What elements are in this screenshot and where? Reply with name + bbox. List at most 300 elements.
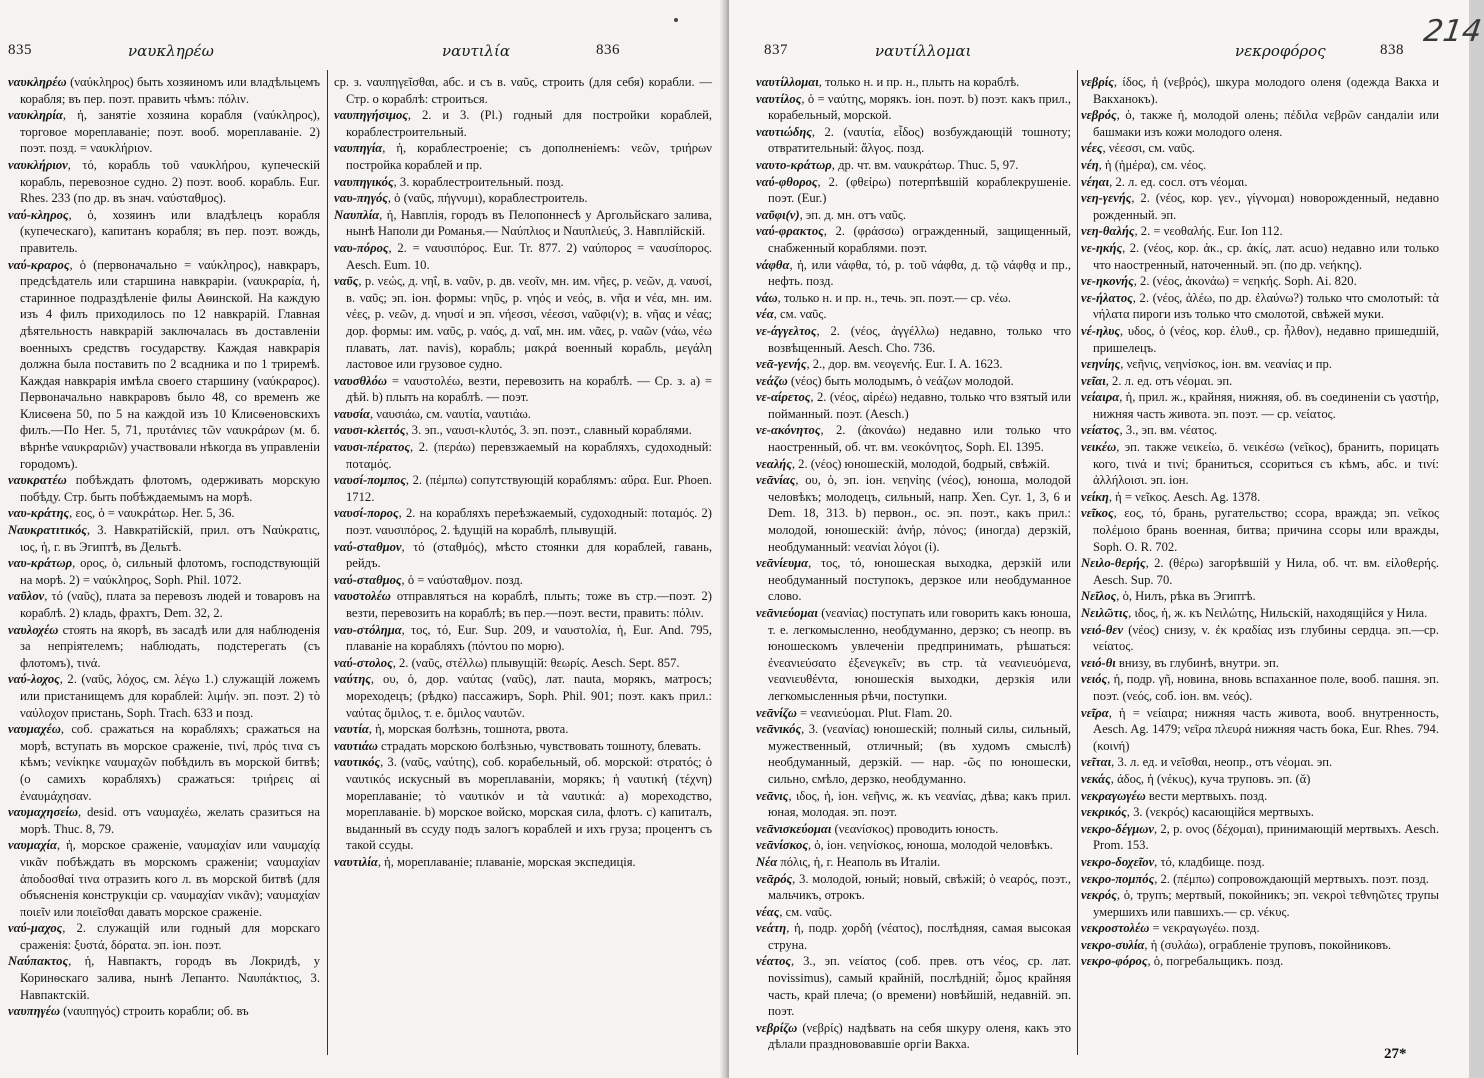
- definition: , ναυσιάω, см. ναυτία, ναυτιάω.: [369, 406, 531, 421]
- headword: νέη: [1081, 157, 1099, 172]
- dictionary-entry: [8, 588, 320, 621]
- headword: νέα: [756, 307, 774, 322]
- definition: , υδος, ὁ (νέος, кор. ἐλυθ., ср. ἦλθον), недавно пришедшій, пришелецъ.: [1093, 323, 1439, 355]
- headword: ναύτης: [334, 672, 371, 687]
- right-column-2: [1081, 74, 1439, 1049]
- headword: νεηνίης: [1081, 357, 1121, 372]
- headword: νεβρίς: [1081, 75, 1114, 89]
- definition: , 2. (θέρω) загорѣвшій у Нила, об. чт. вм. εἰλοθερής. Aesch. Sup. 70.: [1093, 556, 1439, 587]
- headword: νειό-θι: [1081, 655, 1116, 670]
- definition: , ὁ, также ἡ, молодой олень; πέδιλα νεβρῶν сандаліи или башмаки изъ кожи молодого оленя.: [1093, 108, 1439, 139]
- definition: отправляться на кораблѣ, плыть; тоже въ стр.—поэт. 2) везти, перевозить на кораблѣ; въ пер.—поэт. вести, править: πόλιν.: [346, 589, 712, 620]
- dictionary-entry: [756, 389, 1071, 422]
- headword: ναυμαχέω: [8, 722, 61, 737]
- dictionary-entry: [8, 207, 320, 257]
- dictionary-entry: [1081, 871, 1439, 888]
- definition: , 2., дор. вм. νεογενής. Eur. I. A. 1623.: [806, 357, 1003, 372]
- definition: = ναυστολέω, везти, перевозить на кораблѣ. — Ср. з. a) = дѣй. b) плыть на кораблѣ. — поэт.: [346, 373, 712, 405]
- headword: νεάτη: [756, 921, 787, 936]
- dictionary-entry: [334, 74, 712, 107]
- right-page: [729, 0, 1469, 1078]
- definition: ср. з. ναυπηγεῖσθαι, абс. и съ в. ναῦς, строить (для себя) корабли. — Стр. о кораблѣ: строиться.: [334, 75, 712, 106]
- dictionary-entry: [1081, 771, 1439, 788]
- definition: , 3., эп. νείατος (соб. прев. отъ νέος, ср. лат. novissimus), самый крайній, послѣдній; ὦμος крайняя часть, край плеча; (о времени) новѣйшій, недавній. эп. поэт.: [768, 954, 1071, 1019]
- definition: , 2. на корабляхъ переѣзжаемый, судоходный: ποταμός. 2) поэт. ναυσιπόρος, 2. ѣдущій на кораблѣ, плывущій.: [346, 506, 712, 538]
- headword: νέες: [1081, 141, 1103, 156]
- dictionary-entry: [756, 1020, 1071, 1053]
- dictionary-entry: [334, 439, 712, 472]
- headword: ναυσι-πέρατος: [334, 440, 411, 455]
- headword: νεαλής: [756, 456, 792, 471]
- dictionary-entry: [334, 422, 712, 439]
- definition: , ἡ (ἡμέρα), см. νέος.: [1098, 157, 1207, 172]
- headword: νεκρο-φόρος: [1081, 954, 1148, 969]
- dictionary-entry: [334, 721, 712, 738]
- dictionary-entry: [334, 472, 712, 505]
- dictionary-entry: [1081, 505, 1439, 555]
- definition: , ου, ὁ, эп. іон. νεηνίης (νέος), юноша, молодой человѣкъ; молодецъ, сильный, напр. Xen. Cyr. 1, 3, 6 и Dem. 18, 313. b) первон., ос. эп. поэт., какъ прил.: молодой, юношескій: ἀνήρ, πόνος; (иногда) дерзкій, необдуманный: νεανίαι λόγοι (ἰ).: [768, 473, 1071, 554]
- headword: Νειλῶτις: [1081, 606, 1129, 620]
- dictionary-entry: [1081, 788, 1439, 805]
- headword: ναυκληρέω: [8, 75, 67, 89]
- left-page: [0, 0, 726, 1078]
- dictionary-entry: [1081, 174, 1439, 191]
- headword: νεᾱνιεύομαι: [756, 606, 818, 620]
- dictionary-entry: [8, 1003, 320, 1020]
- headword: ναυτία: [334, 722, 369, 737]
- left-column-1: [8, 74, 320, 1049]
- dictionary-entry: [756, 207, 1071, 224]
- headword: ναυλοχέω: [8, 622, 59, 637]
- headword: νεκρο-πομπός: [1081, 871, 1155, 886]
- dictionary-entry: [1081, 671, 1439, 704]
- headword: νεῖται: [1081, 755, 1112, 770]
- definition: , 3. молодой, юный; новый, свѣжій; ὁ νεαρός, поэт., мальчикъ, отрокъ.: [768, 871, 1071, 903]
- headword: ναυμαχία: [8, 838, 58, 853]
- headword: ναυκλήριον: [8, 157, 68, 172]
- headword: Νειλο-θερής: [1081, 556, 1146, 571]
- headword: Νεῖλος: [1081, 589, 1117, 604]
- definition: , τος, τό, Eur. Sup. 209, и ναυστολία, ἡ, Eur. And. 795, плаваніе на корабляхъ (πόντου по морю).: [346, 622, 712, 654]
- headword: νάφθα: [756, 257, 790, 272]
- dictionary-entry: [756, 174, 1071, 207]
- definition: , см. ναῦς.: [779, 904, 833, 919]
- dictionary-entry: [1081, 223, 1439, 240]
- headword: ναύ-φθορος: [756, 174, 818, 189]
- headword: ναυπηγήσιμος: [334, 108, 408, 123]
- dictionary-entry: [756, 555, 1071, 605]
- headword: νεκραγωγέω: [1081, 788, 1146, 803]
- dictionary-entry: [756, 904, 1071, 921]
- definition: , 2. (ἀκονάω) недавно или только что наостренный, об. чт. вм. νεοκόνητος, Soph. El. 1395.: [768, 423, 1071, 455]
- dictionary-entry: [1081, 754, 1439, 771]
- dictionary-entry: [334, 107, 712, 140]
- dictionary-entry: [334, 190, 712, 207]
- headword: ναυτίλος: [756, 91, 802, 106]
- page-number-835: 835: [8, 42, 32, 58]
- definition: , ἡ, кораблестроеніе; съ дополненіемъ: νεῶν, τριήρων постройка кораблей и пр.: [346, 141, 712, 172]
- definition: , ἡ = νεῖκος. Aesch. Ag. 1378.: [1108, 489, 1261, 504]
- headword: ναῦς: [334, 274, 359, 289]
- headword: νεκρο-συλία: [1081, 937, 1145, 952]
- dictionary-entry: [334, 671, 712, 721]
- headword: ναυστολέω: [334, 589, 391, 604]
- definition: , 2. (φθείρω) потерпѣвшій кораблекрушеніе. поэт. (Eur.): [768, 174, 1071, 206]
- headword: ναύ-σταθμον: [334, 539, 402, 554]
- definition: , ἡ (συλάω), ограбленіе труповъ, покойниковъ.: [1144, 937, 1392, 952]
- dictionary-entry: [756, 74, 1071, 91]
- headword: ναυσθλόω: [334, 373, 388, 388]
- column-divider-2: [1077, 70, 1078, 1055]
- headword: ναυτο-κράτωρ: [756, 157, 832, 172]
- definition: , ἡ, или νάφθα, τό, р. τοῦ νάφθα, д. τῷ νάφθᾳ и пр., нефть. позд.: [768, 257, 1071, 289]
- headword: νεῖκος: [1081, 506, 1114, 521]
- headword: νέας: [756, 904, 780, 919]
- definition: , 2. (νέος, кор. γεν., γίγνομαι) новорожденный, недавно рожденный. эп.: [1093, 191, 1439, 222]
- definition: , τό, корабль τοῦ ναυκλήρου, купеческій корабль, перевозное судно. 2) поэт. вооб. корабль. Eur. Rhes. 233 (по др. въ знач. ναύσταθμος).: [20, 157, 320, 206]
- headword: ναυμαχησείω: [8, 805, 79, 820]
- definition: , только н. и пр. н., течь. эп. поэт.— ср. νέω.: [777, 290, 1012, 305]
- definition: , 2. (πέμπω) сопровождающій мертвыхъ. поэт. позд.: [1154, 871, 1429, 886]
- definition: побѣждать флотомъ, одерживать морскую побѣду. Стр. быть побѣждаемымъ на морѣ.: [20, 473, 320, 504]
- headword: ναυτιάω: [334, 738, 378, 753]
- signature-mark: 27*: [1384, 1046, 1407, 1062]
- headword: νε-αίρετος: [756, 390, 811, 405]
- dictionary-entry: [756, 705, 1071, 722]
- dictionary-entry: [8, 257, 320, 473]
- dictionary-entry: [756, 373, 1071, 390]
- definition: (νέος) быть молодымъ, ὁ νεάζων молодой.: [787, 373, 1014, 388]
- definition: , 3. (ναῦς, ναύτης), соб. корабельный, об. морской: στρατός; ὁ ναυτικός искусный въ мореплаваніи, морякъ; ἡ ναυτική (τέχνη) мореплаваніе; τὸ ναυτικόν и τὰ ναυτικά: a) мореходство, мореплаваніе. b) морское войско, морская сила, флотъ. c) капиталъ, выданный въ ссуду подъ залогъ кораблей и ихъ груза; процентъ съ такой ссуды.: [346, 755, 712, 853]
- dictionary-entry: [1081, 887, 1439, 920]
- dictionary-entry: [8, 721, 320, 804]
- definition: , 2. л. ед. отъ νέομαι. эп.: [1105, 373, 1233, 388]
- headword: ναυ-κράτης: [8, 506, 70, 521]
- dictionary-entry: [1081, 422, 1439, 439]
- definition: (ναυπηγός) строить корабли; об. въ: [60, 1004, 249, 1019]
- dictionary-entry: [8, 472, 320, 505]
- dictionary-entry: [1081, 107, 1439, 140]
- definition: , р. νεώς, д. νηΐ, в. ναῦν, р. дв. νεοῖν, мн. им. νῆες, р. νεῶν, д. ναυσί, в. ναῦς; эп. іон. формы: νηῦς, р. νηός и νεός, в. νῆα и νέα, мн. им. νέες, р. νεῶν, д. νηυσί и эп. νήεσσι, νέεσσι, ναῦφι(ν); в. νῆας и νέας; дор. формы: им. ναῦς, р. ναός, д. ναΐ, мн. им. νᾶες, р. ναῶν (νάω, νέω плавать, лат. navis), корабль; μακρά военный корабль, μεγάλη ластовое или грузовое судно.: [346, 274, 712, 372]
- definition: , ὁ, Нилъ, рѣка въ Эгиптѣ.: [1116, 589, 1256, 604]
- headword: ναυτικός: [334, 755, 381, 770]
- page-number-837: 837: [764, 42, 788, 58]
- definition: , 3. эп., ναυσι-κλυτός, 3. эп. поэт., славный кораблями.: [405, 423, 692, 438]
- headword: νεᾱνικός: [756, 722, 802, 737]
- definition: , ὁ (ναῦς, πήγνυμι), кораблестроитель.: [387, 191, 588, 206]
- headword: ναυ-πηγός: [334, 191, 388, 206]
- definition: , 3. (νεκρός) касающійся мертвыхъ.: [1126, 805, 1314, 820]
- headword: νε-ηκονής: [1081, 274, 1134, 289]
- dictionary-entry: [756, 821, 1071, 838]
- definition: , 3. Навкратійскій, прил. отъ Ναύκρατις, ιος, ἡ, г. въ Эгиптѣ, въ Дельтѣ.: [20, 523, 320, 554]
- definition: , ιδος, ἡ, ж. къ Νειλώτης, Нильскій, находящійся у Нила.: [1128, 606, 1428, 620]
- definition: , 2. (ναῦς, στέλλω) плывущій: θεωρίς. Aesch. Sept. 857.: [392, 655, 680, 670]
- headword: ναυ-κράτωρ: [8, 556, 73, 571]
- headword: νεκρο-δοχεῖον: [1081, 854, 1155, 869]
- definition: , ιδος, ἡ, іон. νεῆνις, ж. къ νεανίας, дѣва; какъ прил. юная, молодая. эп. поэт.: [768, 788, 1071, 820]
- definition: , 2. (νέος, ἀλέω, по др. ἐλαύνω?) только что смолотый: τὰ νήλατα пироги изъ только что смолотой, свѣжей муки.: [1093, 290, 1439, 322]
- definition: , ὁ, хозяинъ или владѣлецъ корабля (купеческаго), капитанъ корабля; въ пер. поэт. вождь, правитель.: [20, 207, 320, 255]
- definition: , 2. (νέος, ἀγγέλλω) недавно, только что возвѣщенный. Aesch. Cho. 736.: [768, 323, 1071, 355]
- speck: [674, 18, 678, 22]
- dictionary-entry: [334, 754, 712, 854]
- column-divider: [327, 70, 328, 1055]
- definition: , ὁ (первоначально = ναύκληρος), навкраръ, предсѣдатель или старшина навкраріи. (ναυκραρία, ἡ, старинное подраздѣленіе филы Аѳинской. На каждую изъ 4 филъ приходилось по 12 навкрарій. Главная дѣятельность навкрарій заключалась въ доставленіи военныхъ средствъ государству. Каждая навкрарія должна была поставить по 2 всадника и по 1 триремѣ. Каждая навкрарія имѣла своего старшину (ναύκραρος). Первоначально навкраровъ было 48, со временъ же Клисѳена 50, по 5 на каждой изъ 10 Клисѳеновскихъ филъ.—По Her. 5, 71, πρυτάνιες τῶν ναυκράρων (м. б. вѣрнѣе ναυκραριῶν) участвовали нѣкогда въ управленіи городомъ).: [20, 257, 320, 471]
- definition: , εος, ὁ = ναυκράτωρ. Her. 5, 36.: [69, 506, 235, 521]
- definition: , 3. л. ед. и νεῖσθαι, неопр., отъ νέομαι. эп.: [1111, 755, 1333, 770]
- dictionary-entry: [334, 854, 712, 871]
- definition: (νεανίας) поступать или говорить какъ юноша, т. е. легкомысленно, необдуманно, дерзко; съ неопр. въ юношескомъ увлеченіи предпринимать, рѣшаться: ἐνεανιεύσατο ἐξενεγκεῖν; въ стр. τὰ νεανιευόμενα, νεανιευθέντα, юношескія выходки, дерзкія или легкомысленныя рѣчи, поступки.: [768, 606, 1071, 703]
- headword: ναυτιώδης: [756, 124, 812, 139]
- headword: νεῖρα: [1081, 705, 1109, 720]
- headword: νεᾱνίζω: [756, 705, 797, 720]
- definition: , только н. и пр. н., плыть на кораблѣ.: [818, 75, 1020, 89]
- dictionary-entry: [756, 854, 1071, 871]
- page-number-836: 836: [596, 42, 620, 58]
- dictionary-entry: [334, 572, 712, 589]
- headword: ναυπηγικός: [334, 174, 394, 189]
- dictionary-entry: [756, 605, 1071, 705]
- definition: , ὁ, трупъ; мертвый, покойникъ; эп. νεκροὶ τεθνηῶτες трупы умершихъ или павшихъ.— ср. νέκυς.: [1093, 888, 1439, 919]
- headword: νεη-γενής: [1081, 191, 1132, 206]
- dictionary-entry: [756, 323, 1071, 356]
- headword: νείαιρα: [1081, 390, 1120, 405]
- dictionary-entry: [1081, 555, 1439, 588]
- headword: ναυσί-πορος: [334, 506, 399, 521]
- definition: , ἡ, Навпактъ, городъ въ Локридѣ, у Коринѳскаго залива, нынѣ Лепанто. Ναυπάκτιος, 3. Навпактскій.: [20, 954, 320, 1002]
- definition: , τό (σταθμός), мѣсто стоянки для кораблей, гавань, рейдъ.: [346, 539, 712, 571]
- dictionary-entry: [1081, 373, 1439, 390]
- headword: ναυ-στόλημα: [334, 622, 402, 637]
- definition: = νεανιεύομαι. Plut. Flam. 20.: [796, 705, 953, 720]
- dictionary-entry: [334, 273, 712, 373]
- dictionary-entry: [8, 74, 320, 107]
- headword: ναυκρατέω: [8, 473, 67, 488]
- dictionary-entry: [8, 622, 320, 672]
- headword: ναῦφι(ν): [756, 207, 800, 222]
- definition: , τό (ναῦς), плата за перевозъ людей и товаровъ на кораблѣ. 2) кладь, фрахтъ, Dem. 32, 2.: [20, 589, 320, 620]
- headword: ναυπηγία: [334, 141, 383, 156]
- dictionary-entry: [756, 837, 1071, 854]
- dictionary-entry: [1081, 605, 1439, 622]
- headword: νε-ηκής: [1081, 240, 1123, 255]
- headword: ναύ-λοχος: [8, 672, 60, 687]
- headword: ναύ-σταθμος: [334, 572, 402, 587]
- dictionary-entry: [756, 124, 1071, 157]
- definition: , 2. (νέος, αἱρέω) недавно, только что взятый или пойманный. поэт. (Aesch.): [768, 390, 1071, 421]
- definition: , ἡ = νείαιρα; нижняя часть живота, вооб. внутренность, Aesch. Ag. 1479; νεῖρα πλευρά нижняя часть бока, Eur. Rhes. 794. (κοινή): [1093, 705, 1439, 753]
- definition: , 2. (φράσσω) огражденный, защищенный, снабженный кораблями. поэт.: [768, 224, 1071, 255]
- headword: νεικέω: [1081, 440, 1117, 455]
- dictionary-entry: [334, 406, 712, 423]
- headword: νε-ήλατος: [1081, 290, 1133, 305]
- running-head-right-2: νεκροφόρος: [1235, 42, 1326, 60]
- headword: ναυκληρία: [8, 108, 63, 123]
- dictionary-entry: [8, 522, 320, 555]
- headword: ναυτίλλομαι: [756, 75, 819, 89]
- dictionary-entry: [8, 837, 320, 920]
- definition: (νέος) снизу, v. ἐκ κραδίας изъ глубины сердца. эп.—ср. νείατος.: [1093, 622, 1439, 654]
- definition: (νεανίσκος) проводить юность.: [831, 821, 999, 836]
- dictionary-entry: [1081, 937, 1439, 954]
- headword: Ναυκρατιτικός: [8, 523, 87, 538]
- headword: νεκρός: [1081, 888, 1117, 903]
- headword: νεκάς: [1081, 771, 1111, 786]
- dictionary-entry: [756, 157, 1071, 174]
- dictionary-entry: [8, 920, 320, 953]
- dictionary-entry: [1081, 953, 1439, 970]
- dictionary-entry: [756, 920, 1071, 953]
- headword: νέατος: [756, 954, 792, 969]
- dictionary-entry: [1081, 489, 1439, 506]
- definition: , 2. (ναυτία, εἶδος) возбуждающій тошноту; отвратительный: ἄλγος. позд.: [768, 124, 1071, 156]
- headword: ναύ-κληρος: [8, 207, 69, 222]
- definition: , ἡ, подр. γῆ, новина, вновь вспаханное поле, вооб. пашня. эп. поэт. (νεός, соб. іон. вм. νεός).: [1093, 672, 1439, 703]
- dictionary-entry: [756, 356, 1071, 373]
- headword: νεᾱνίας: [756, 473, 796, 488]
- dictionary-entry: [1081, 705, 1439, 755]
- headword: ναυσι-κλειτός: [334, 423, 406, 438]
- definition: πόλις, ἡ, г. Неаполь въ Италіи.: [777, 854, 941, 869]
- definition: , ορος, ὁ, сильный флотомъ, господствующій на морѣ. 2) = ναύκληρος, Soph. Phil. 1072.: [20, 556, 320, 587]
- headword: νεβρός: [1081, 108, 1117, 123]
- definition: , 2. (περάω) перевзжаемый на корабляхъ, судоходный: ποταμός.: [346, 440, 712, 471]
- headword: νεᾱνις: [756, 788, 789, 803]
- dictionary-entry: [756, 422, 1071, 455]
- headword: νε-ακόνητος: [756, 423, 821, 438]
- definition: , др. чт. вм. ναυκράτωρ. Thuc. 5, 97.: [831, 157, 1019, 172]
- headword: νειό-θεν: [1081, 622, 1124, 637]
- dictionary-entry: [1081, 290, 1439, 323]
- dictionary-entry: [1081, 157, 1439, 174]
- headword: ναύ-κραρος: [8, 257, 70, 272]
- definition: , 2. л. ед. сосл. отъ νέομαι.: [1109, 174, 1248, 189]
- headword: νεᾱρός: [756, 871, 793, 886]
- dictionary-entry: [1081, 439, 1439, 489]
- definition: , ὁ = ναύσταθμον. позд.: [401, 572, 523, 587]
- definition: , 2, р. ονος (δέχομαι), принимающій мертвыхъ. Aesch. Prom. 153.: [1093, 821, 1439, 853]
- dictionary-entry: [1081, 273, 1439, 290]
- definition: , ἡ, прил. ж., крайняя, нижняя, об. въ соединеніи съ γαστήρ, нижняя часть живота. эп. поэт. — ср. νείατος.: [1093, 390, 1439, 421]
- headword: Νέα: [756, 854, 778, 869]
- definition: , ἡ, мореплаваніе; плаваніе, морская экспедиція.: [377, 854, 636, 869]
- definition: (νεβρίς) надѣвать на себя шкуру оленя, какъ это дѣлали празднововавшіе оргіи Вакха.: [768, 1020, 1071, 1052]
- definition: , 2. (πέμπω) сопутствующій кораблямъ: αὔρα. Eur. Phoen. 1712.: [346, 473, 712, 504]
- dictionary-entry: [334, 738, 712, 755]
- dictionary-entry: [1081, 240, 1439, 273]
- definition: = νεκραγωγέω. позд.: [1149, 921, 1260, 936]
- dictionary-entry: [756, 953, 1071, 1019]
- dictionary-entry: [756, 721, 1071, 787]
- definition: , ἡ, морское сраженіе, ναυμαχίαν или ναυμαχίᾳ νικᾶν побѣждать въ морскомъ сраженіи; ναυμαχίαν ἀποδοσθαί τινα отразить кого л. въ морской битвѣ (для объясненія конструкціи ср. ναυμαχίαν νικᾶν); ναυμαχίαν ποιεῖν или ποιεῖσθαι давать морское сраженіе.: [20, 838, 320, 919]
- dictionary-entry: [1081, 920, 1439, 937]
- dictionary-entry: [8, 505, 320, 522]
- dictionary-entry: [756, 223, 1071, 256]
- definition: , νέεσσι, см. ναῦς.: [1102, 141, 1195, 156]
- definition: , эп. д. мн. отъ ναῦς.: [799, 207, 906, 222]
- definition: , ἡ, морская болѣзнь, тошнота, рвота.: [368, 722, 569, 737]
- dictionary-entry: [8, 107, 320, 157]
- running-head-right: ναυτιλία: [442, 42, 511, 60]
- right-column-1: [756, 74, 1071, 1052]
- definition: , соб. сражаться на корабляхъ; сражаться на морѣ, вступать въ морское сраженіе, τινί, πρός τινα съ кѣмъ; νενίκηκε ναυμαχῶν побѣдилъ въ морской битвѣ; (о самихъ корабляхъ) сражаться: τριήρεις αἱ ἐναυμάχησαν.: [20, 722, 320, 803]
- dictionary-entry: [1081, 588, 1439, 605]
- running-head-left-2: ναυτίλλομαι: [875, 42, 972, 60]
- definition: , ίδος, ἡ (νεβρός), шкура молодого оленя (одежда Вакха и Вакханокъ).: [1093, 75, 1439, 106]
- dictionary-entry: [334, 505, 712, 538]
- dictionary-entry: [1081, 323, 1439, 356]
- headword: νέηαι: [1081, 174, 1110, 189]
- definition: , desid. отъ ναυμαχέω, желать сразиться на морѣ. Thuc. 8, 79.: [20, 805, 320, 836]
- dictionary-entry: [756, 456, 1071, 473]
- headword: νειός: [1081, 672, 1108, 687]
- headword: ναυτιλία: [334, 854, 378, 869]
- definition: , 3., эп. вм. νέατος.: [1119, 423, 1218, 438]
- definition: , νεῆνις, νεηνίσκος, іон. вм. νεανίας и пр.: [1120, 357, 1332, 372]
- dictionary-entry: [756, 91, 1071, 124]
- dictionary-entry: [334, 240, 712, 273]
- dictionary-entry: [334, 207, 712, 240]
- definition: , 2. (νέος) юношескій, молодой, бодрый, свѣжій.: [791, 456, 1050, 471]
- headword: νείκη: [1081, 489, 1109, 504]
- headword: νεᾱνίσκος: [756, 838, 808, 853]
- headword: ναυ-πόρος: [334, 240, 389, 255]
- dictionary-entry: [1081, 389, 1439, 422]
- dictionary-entry: [1081, 804, 1439, 821]
- definition: вести мертвыхъ. позд.: [1145, 788, 1268, 803]
- headword: νεκρικός: [1081, 805, 1127, 820]
- dictionary-entry: [334, 140, 712, 173]
- definition: , 3. (νεανίας) юношескій; полный силы, сильный, мужественный, отличный; (въ худомъ смыслѣ) необдуманный, дерзкій. — нар. -ῶς по юношески, сильно, смѣло, дерзко, необдуманно.: [768, 722, 1071, 786]
- dictionary-entry: [8, 157, 320, 207]
- headword: νεη-θαλής: [1081, 224, 1135, 239]
- headword: νέ-ηλυς: [1081, 323, 1121, 338]
- dictionary-entry: [1081, 74, 1439, 107]
- headword: νεᾱ-γενής: [756, 357, 807, 372]
- headword: Ναύπακτος: [8, 954, 69, 969]
- dictionary-entry: [334, 622, 712, 655]
- dictionary-entry: [8, 804, 320, 837]
- dictionary-entry: [756, 788, 1071, 821]
- headword: Ναυπλία: [334, 207, 380, 222]
- definition: , τος, τό, юношеская выходка, дерзкій или необдуманный поступокъ, дерзкое или необдуманное слово.: [768, 556, 1071, 604]
- dictionary-entry: [1081, 140, 1439, 157]
- definition: , 3. кораблестроительный. позд.: [393, 174, 564, 189]
- headword: ναῦλον: [8, 589, 45, 604]
- definition: , 2. служащій или годный для морскаго сраженія: ξυστά, δόρατα. эп. іон. поэт.: [20, 921, 320, 952]
- definition: страдать морскою болѣзнью, чувствовать тошноту, блевать.: [377, 738, 702, 753]
- definition: , ου, ὁ, дор. ναύτας (ναῦς), лат. nauta, морякъ, матросъ; мореходецъ; (рѣдко) пассажиръ, Soph. Phil. 901; поэт. какъ прил.: ναύτας ὅμιλος, т. е. ὅμιλος ναυτῶν.: [346, 672, 712, 720]
- definition: , см. ναῦς.: [773, 307, 827, 322]
- definition: внизу, въ глубинѣ, внутри. эп.: [1115, 655, 1279, 670]
- dictionary-entry: [334, 174, 712, 191]
- dictionary-entry: [1081, 356, 1439, 373]
- dictionary-entry: [8, 555, 320, 588]
- dictionary-entry: [756, 290, 1071, 307]
- definition: , 2. (νέος, ἀκονάω) = νεηκής. Soph. Ai. 820.: [1133, 274, 1357, 289]
- handwritten-folio: 214: [1421, 14, 1484, 49]
- definition: , 2. и 3. (Pl.) годный для постройки кораблей, кораблестроительный.: [346, 108, 712, 139]
- dictionary-entry: [756, 306, 1071, 323]
- definition: , τό, кладбище. позд.: [1154, 854, 1265, 869]
- headword: νεᾱνισκεύομαι: [756, 821, 832, 836]
- dictionary-entry: [756, 472, 1071, 555]
- headword: ναυσία: [334, 406, 370, 421]
- headword: νάω: [756, 290, 778, 305]
- headword: νεᾱνίευμα: [756, 556, 809, 571]
- definition: , 2. = νεοθαλής. Eur. Ion 112.: [1134, 224, 1283, 239]
